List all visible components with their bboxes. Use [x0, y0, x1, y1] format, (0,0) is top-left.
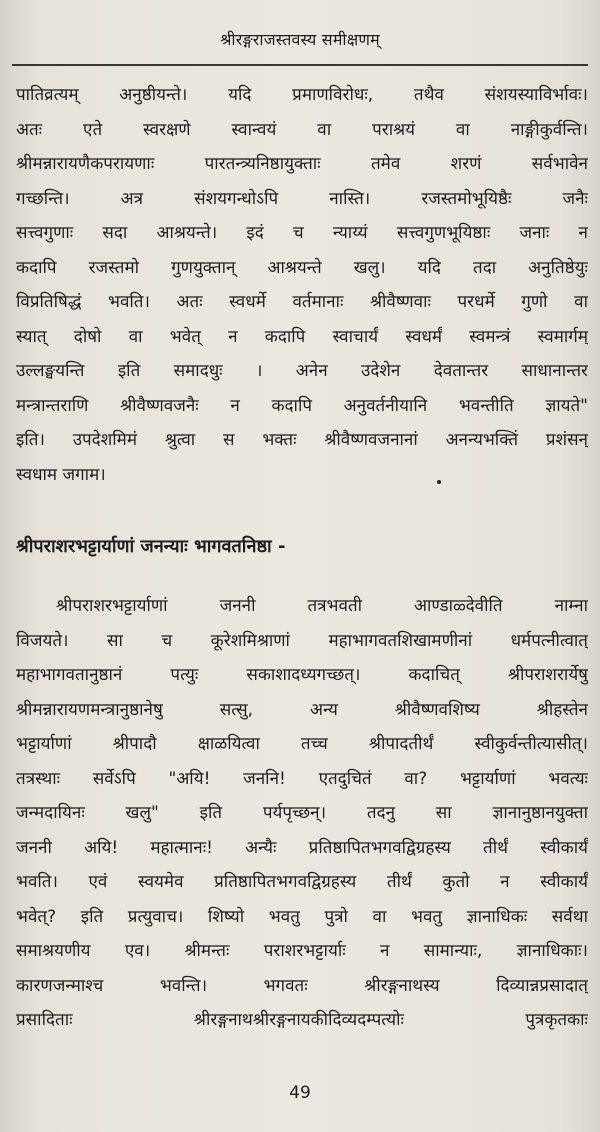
- header-rule: [12, 64, 588, 66]
- text-line: विप्रतिषिद्धं भवति। अतः स्वधर्मे वर्तमानाः श्रीवैष्णवाः परधर्मे गुणो वा: [16, 292, 588, 312]
- text-line: भट्टार्याणां श्रीपादौ क्षाळयित्वा तच्च श्रीपादतीर्थं स्वीकुर्वन्तीत्यासीत्।: [16, 734, 588, 754]
- paragraph-2: [16, 589, 588, 1038]
- text-line: कदापि रजस्तमो गुणयुक्तान् आश्रयन्ते खलु। यदि तदा अनुतिष्ठेयुः: [16, 257, 588, 278]
- text-line: अतः एते स्वरक्षणे स्वान्वयं वा पराश्रयं वा नाङ्गीकुर्वन्ति।: [16, 119, 588, 140]
- decorative-dot: [437, 480, 441, 484]
- text-line: भवति। एवं स्वयमेव प्रतिष्ठापितभगवद्विग्रहस्य तीर्थं कुतो न स्वीकार्यं: [16, 872, 588, 892]
- running-header: श्रीरङ्गराजस्तवस्य समीक्षणम्: [220, 30, 380, 49]
- text-line: सत्त्वगुणाः सदा आश्रयन्ते। इदं च न्याय्यं सत्त्वगुणभूयिष्ठाः जनाः न: [16, 223, 588, 243]
- text-line: जननी अयि! महात्मानः! अन्यैः प्रतिष्ठापितभगवद्विग्रहस्य तीर्थं स्वीकार्यं: [16, 837, 588, 858]
- text-line: जन्मदायिनः खलु" इति पर्यपृच्छन्। तदनु सा ज्ञानानुष्ठानयुक्ता: [16, 803, 588, 823]
- text-line: श्रीमन्नारायणैकपरायणाः पारतन्त्र्यनिष्ठायुक्ताः तमेव शरणं सर्वभावेन: [16, 154, 588, 174]
- text-line: श्रीमन्नारायणमन्त्रानुष्ठानेषु सत्सु, अन्य श्रीवैष्णवशिष्य श्रीहस्तेन: [16, 699, 588, 720]
- text-line: इति। उपदेशमिमं श्रुत्वा स भक्तः श्रीवैष्णवजनानां अनन्यभक्तिं प्रशंसन्: [16, 430, 588, 450]
- text-line: महाभागवतानुष्ठानं पत्युः सकाशादध्यगच्छत्। कदाचित् श्रीपराशरार्येषु: [16, 665, 588, 685]
- text-line: विजयते। सा च कूरेशमिश्राणां महाभागवतशिखामणीनां धर्मपत्नीत्वात्: [16, 630, 588, 651]
- text-line: पातिव्रत्यम् अनुष्ठीयन्ते। यदि प्रमाणविरोधः, तथैव संशयस्याविर्भावः।: [16, 85, 588, 105]
- text-line: समाश्रयणीय एव। श्रीमन्तः पराशरभट्टार्याः न सामान्याः, ज्ञानाधिकाः।: [16, 941, 588, 961]
- text-line: भवेत्? इति प्रत्युवाच। शिष्यो भवतु पुत्रो वा भवतु ज्ञानाधिकः सर्वथा: [16, 906, 588, 927]
- text-line: गच्छन्ति। अत्र संशयगन्धोऽपि नास्ति। रजस्तमोभूयिष्ठैः जनैः: [16, 188, 588, 209]
- section-heading: श्रीपराशरभट्टार्याणां जनन्याः भागवतनिष्ठा -: [16, 536, 286, 557]
- text-line: स्यात् दोषो वा भवेत् न कदापि स्वाचार्यं स्वधर्मं स्वमन्त्रं स्वमार्गम्: [16, 326, 588, 347]
- text-line: उल्लङ्घयन्ति इति समादधुः । अनेन उदेशेन देवतान्तर साधानान्तर: [16, 361, 588, 381]
- text-line: श्रीपराशरभट्टार्याणां जननी तत्रभवती आण्डाळ्देवीति नाम्ना: [56, 596, 588, 616]
- text-line: कारणजन्माश्च भवन्ति। भगवतः श्रीरङ्गनाथस्य दिव्यान्नप्रसादात्: [16, 975, 588, 996]
- text-line: स्वधाम जगाम।: [16, 464, 106, 485]
- text-line: मन्त्रान्तराणि श्रीवैष्णवजनैः न कदापि अनुवर्तनीयानि भवन्तीति ज्ञायते": [16, 395, 588, 416]
- text-line: प्रसादिताः श्रीरङ्गनाथश्रीरङ्गनायकीदिव्यदम्पत्योः पुत्रकृतकाः: [16, 1010, 588, 1030]
- page-number: 49: [289, 1083, 311, 1103]
- paragraph-1: [16, 78, 588, 492]
- text-line: तत्रस्थाः सर्वेऽपि "अयि! जननि! एतदुचितं वा? भट्टार्याणां भवत्यः: [16, 768, 588, 789]
